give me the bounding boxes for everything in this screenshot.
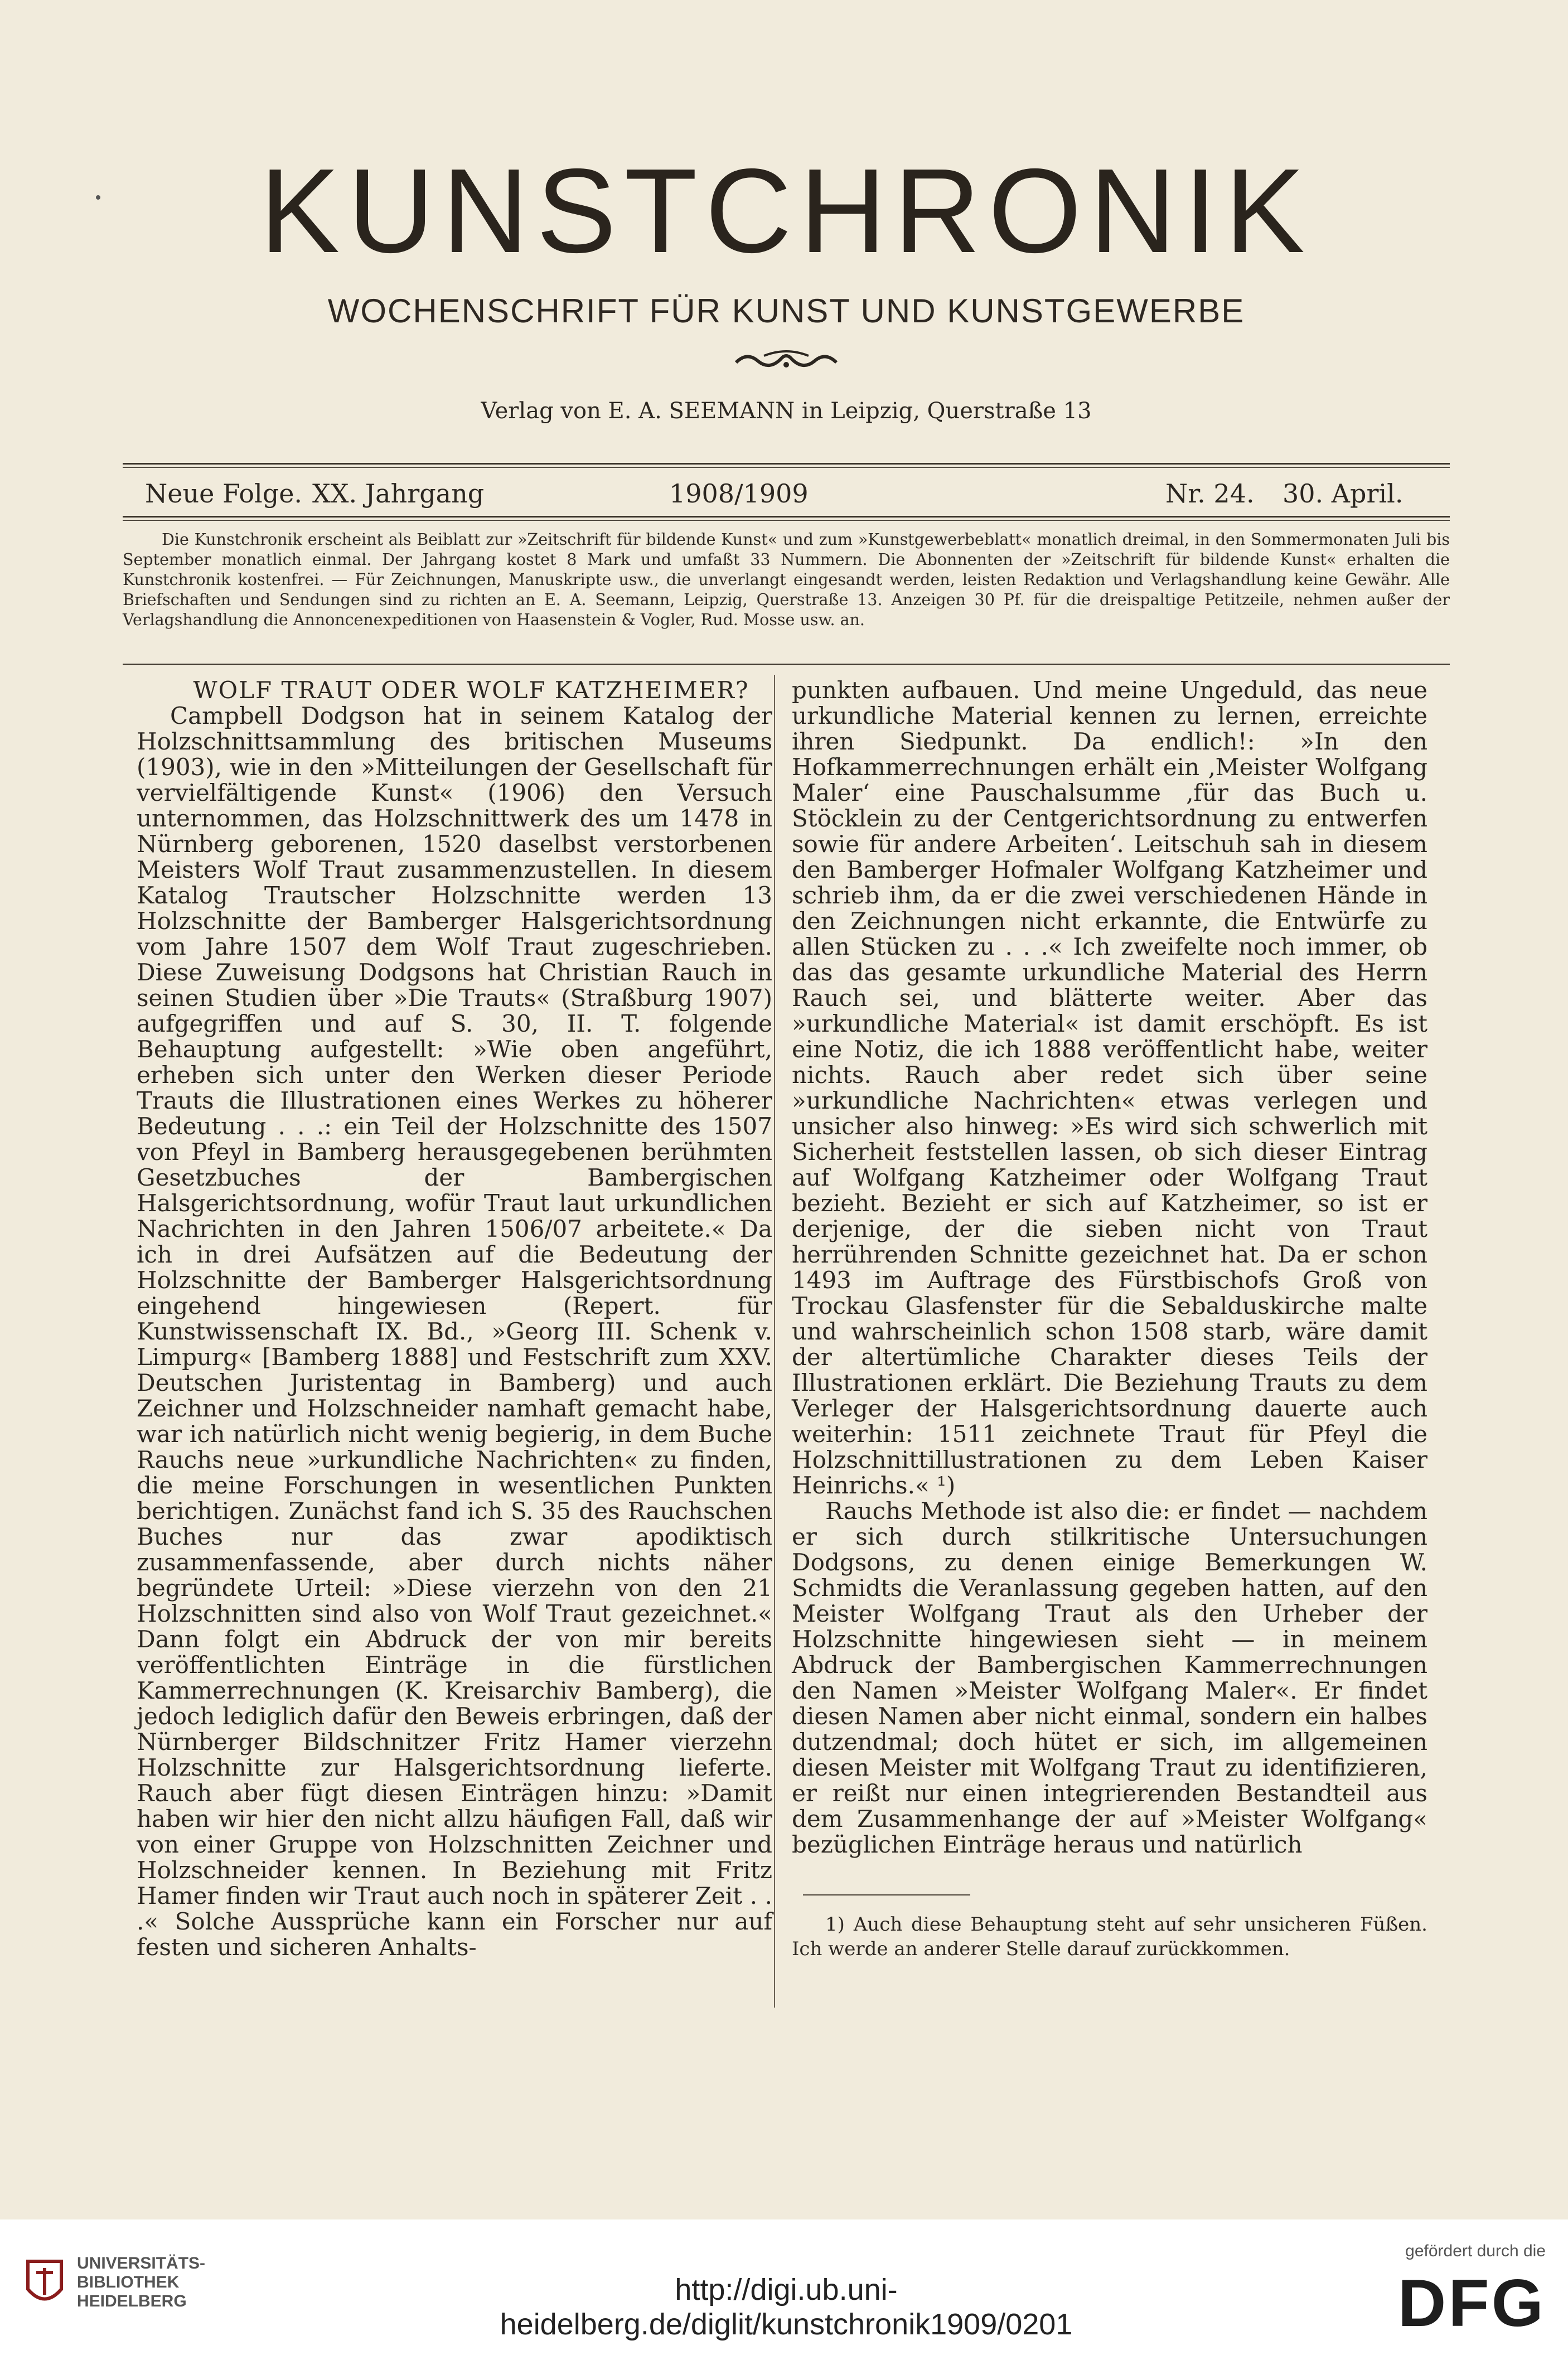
funded-by-label: gefördert durch die [1405,2242,1546,2260]
issue-volume: XX. Jahrgang [312,478,485,509]
left-paragraph-1: Campbell Dodgson hat in seinem Katalog der Holzschnittsammlung des britischen Museums (1903), wie in den »Mitteilungen der Gesellschaft für vervielfältigende Kunst« (1906) den Versuch unternommen, das Holzschnittwerk des um 1478 in Nürnberg geborenen, 1520 daselbst verstorbenen Meisters Wolf Traut zusammenzustellen. In diesem Katalog Trautscher Holzschnitte werden 13 Holzschnitte der Bamberger Halsgerichtsordnung vom Jahre 1507 dem Wolf Traut zugeschrieben. Diese Zuweisung Dodgsons hat Christian Rauch in seinen Studien über »Die Trauts« (Straßburg 1907) aufgegriffen und auf S. 30, II. T. folgende Behauptung aufgestellt: »Wie oben angeführt, erheben sich unter den Werken dieser Periode Trauts die Illustrationen eines Werkes zu höherer Bedeutung . . .: ein Teil der Holzschnitte des 1507 von Pfeyl in Bamberg herausgegebenen berühmten Gesetzbuches der Bambergischen Halsgerichtsordnung, wofür Traut laut urkundlichen Nachrichten in den Jahren 1506/07 arbeitete.« Da ich in drei Aufsätzen auf die Bedeutung der Holzschnitte der Bamberger Halsgerichtsordnung eingehend hingewiesen (Repert. für Kunstwissenschaft IX. Bd., »Georg III. Schenk v. Limpurg« [Bamberg 1888] und Festschrift zum XXV. Deutschen Juristentag in Bamberg) und auch Zeichner und Holzschneider namhaft gemacht habe, war ich natürlich nicht wenig begierig, in dem Buche Rauchs neue »urkundliche Nachrichten« zu finden, die meine Forschungen in wesentlichen Punkten berichtigen. Zunächst fand ich S. 35 des Rauchschen Buches nur das zwar apodiktisch zusammenfassende, aber durch nichts näher begründete Urteil: »Diese vierzehn von den 21 Holzschnitten sind also von Wolf Traut gezeichnet.« Dann folgt ein Abdruck der von mir bereits veröffentlichten Einträge in die fürstlichen Kammerrechnungen (K. Kreisarchiv Bamberg), die jedoch lediglich dafür den Beweis erbringen, daß der Nürnberger Bildschnitzer Fritz Hamer vierzehn Holzschnitte zur Halsgerichtsordnung lieferte. Rauch aber fügt diesen Einträgen hinzu: »Damit haben wir hier den nicht allzu häufigen Fall, daß wir von einer Gruppe von Holzschnitten Zeichner und Holzschneider kennen. In Beziehung mit Fritz Hamer finden wir Traut auch noch in späterer Zeit . . .« Solche Aussprüche kann ein Forscher nur auf festen und sicheren Anhalts- [137,702,772,1961]
source-url-link[interactable]: http://digi.ub.uni-heidelberg.de/diglit/kunstchronik1909/0201 [500,2273,1073,2341]
publisher-line: Verlag von E. A. SEEMANN in Leipzig, Querstraße 13 [481,398,1092,424]
issue-number: Nr. 24. [1165,478,1255,509]
university-name [77,2254,205,2311]
column-divider [774,675,775,2008]
university-seal-icon [22,2256,67,2312]
issue-years: 1908/1909 [669,478,809,509]
university-name-line-3: HEIDELBERG [77,2292,187,2310]
subscription-notice [123,530,1450,630]
ornament-icon [730,346,842,371]
journal-title: KUNSTCHRONIK [259,143,1313,278]
rule-bottom [123,664,1450,665]
margin-mark [96,195,100,200]
right-paragraph-1: punkten aufbauen. Und meine Ungeduld, das neue urkundliche Material kennen zu lernen, erreichte ihren Siedpunkt. Da endlich!: »In den Hofkammerrechnungen erhält ein ‚Meister Wolfgang Maler‘ eine Pauschalsumme ‚für das Buch u. Stöcklein zu der Centgerichtsordnung zu entwerfen sowie für andere Arbeiten‘. Leitschuh sah in diesem den Bamberger Hofmaler Wolfgang Katzheimer und schrieb ihm, da er die zwei verschiedenen Hände in den Zeichnungen nicht erkannte, die Entwürfe zu allen Stücken zu . . .« Ich zweifelte noch immer, ob das das gesamte urkundliche Material des Herrn Rauch sei, und blätterte weiter. Aber das »urkundliche Material« ist damit erschöpft. Es ist eine Notiz, die ich 1888 veröffentlicht habe, weiter nichts. Rauch aber redet sich über seine »urkundliche Nachrichten« etwas verlegen und unsicher also hinweg: »Es wird sich schwerlich mit Sicherheit feststellen lassen, ob sich dieser Eintrag auf Wolfgang Katzheimer oder Wolfgang Traut bezieht. Bezieht er sich auf Katzheimer, so ist er derjenige, der die sieben nicht von Traut herrührenden Schnitte gezeichnet hat. Da er schon 1493 im Auftrage des Fürstbischofs Groß von Trockau Glasfenster für die Sebalduskirche malte und wahrscheinlich schon 1508 starb, wäre damit der altertümliche Charakter dieses Teils der Illustrationen erklärt. Die Beziehung Trauts zu dem Verleger der Halsgerichtsordnung dauerte auch weiterhin: 1511 zeichnete Traut für Pfeyl die Holzschnittillustrationen zu dem Leben Kaiser Heinrichs.« ¹) [792,676,1427,1499]
rule-top [123,463,1450,465]
column-left [137,678,772,1960]
university-name-line-2: BIBLIOTHEK [77,2273,180,2291]
column-right [792,678,1427,1961]
rule-mid [123,516,1450,518]
footnote: 1) Auch diese Behauptung steht auf sehr unsicheren Füßen. Ich werde an anderer Stelle darauf zurückkommen. [792,1913,1427,1960]
right-paragraph-2: Rauchs Methode ist also die: er findet — nachdem er sich durch stilkritische Untersuchungen Dodgsons, zu denen einige Bemerkungen W. Schmidts die Veranlassung gegeben hatten, auf den Meister Wolfgang Traut als den Urheber der Holzschnitte hingewiesen sieht — in meinem Abdruck der Bambergischen Kammerrechnungen den Namen »Meister Wolfgang Maler«. Er findet diesen Namen aber nicht einmal, sondern ein halbes dutzendmal; doch hütet er sich, im allgemeinen diesen Meister mit Wolfgang Traut zu identifizieren, er reißt nur einen integrierenden Bestandteil aus dem Zusammenhange der auf »Meister Wolfgang« bezüglichen Einträge heraus und natürlich [792,1497,1427,1858]
masthead [112,143,1461,424]
university-name-line-1: UNIVERSITÄTS- [77,2254,206,2272]
dfg-logo: DFG [1397,2266,1546,2341]
journal-subtitle: WOCHENSCHRIFT FÜR KUNST UND KUNSTGEWERBE [327,292,1245,330]
digitization-footer [0,2219,1568,2355]
article-heading: WOLF TRAUT ODER WOLF KATZHEIMER? [193,676,749,704]
issue-date: 30. April. [1283,478,1404,509]
rule-mid-thin [123,520,1450,521]
issue-series: Neue Folge. [145,478,303,509]
footnote-rule [803,1894,970,1895]
rule-top-thin [123,467,1450,468]
notice-text: Die Kunstchronik erscheint als Beiblatt zur »Zeitschrift für bildende Kunst« und zum »Kunstgewerbeblatt« monatlich dreimal, in den Sommermonaten Juli bis September monatlich einmal. Der Jahrgang kostet 8 Mark und umfaßt 33 Nummern. Die Abonnenten der »Zeitschrift für bildende Kunst« erhalten die Kunstchronik kostenfrei. — Für Zeichnungen, Manuskripte usw., die unverlangt eingesandt werden, leisten Redaktion und Verlagshandlung keine Gewähr. Alle Briefschaften und Sendungen sind zu richten an E. A. Seemann, Leipzig, Querstraße 13. Anzeigen 30 Pf. für die dreispaltige Petitzeile, nehmen außer der Verlagshandlung die Annoncenexpeditionen von Haasenstein & Vogler, Rud. Mosse usw. an. [123,530,1450,629]
